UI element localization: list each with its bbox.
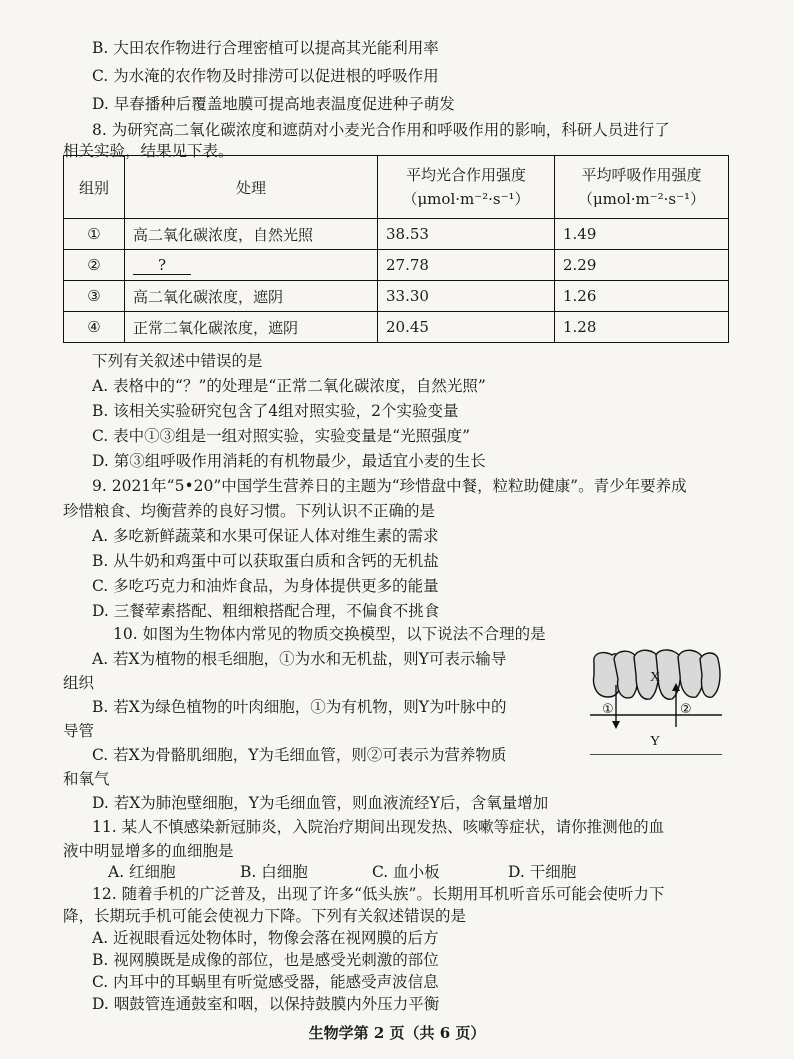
q10-option-a-line2: 组织	[63, 674, 95, 692]
cell-photosynthesis: 20.45	[378, 312, 555, 343]
q12-stem-line2: 降，长期玩手机可能会使视力下降。下列有关叙述错误的是	[63, 907, 467, 925]
q11-option-a: A. 红细胞	[108, 863, 176, 881]
q7-option-c: C. 为水淹的农作物及时排涝可以促进根的呼吸作用	[92, 67, 439, 85]
header-photosynthesis	[378, 156, 555, 219]
q11-stem-line2: 液中明显增多的血细胞是	[63, 842, 234, 860]
q8-option-b: B. 该相关实验研究包含了4组对照实验，2个实验变量	[92, 402, 459, 420]
q7-option-d: D. 早春播种后覆盖地膜可提高地表温度促进种子萌发	[92, 95, 455, 113]
q10-stem: 10. 如图为生物体内常见的物质交换模型，以下说法不合理的是	[113, 625, 546, 643]
header-group: 组别	[64, 156, 125, 219]
diagram-x-label: X	[650, 670, 661, 685]
table-row	[64, 281, 729, 312]
cell-respiration: 2.29	[555, 250, 729, 281]
cell-group: ①	[64, 219, 125, 250]
q9-stem-line1: 9. 2021年“5•20”中国学生营养日的主题为“珍惜盘中餐，粒粒助健康”。青少年要养成	[92, 477, 687, 495]
cell-respiration: 1.26	[555, 281, 729, 312]
header-respiration-title: 平均呼吸作用强度	[581, 166, 702, 184]
q8-stem-line1: 8. 为研究高二氧化碳浓度和遮荫对小麦光合作用和呼吸作用的影响，科研人员进行了	[92, 121, 670, 139]
q9-option-c: C. 多吃巧克力和油炸食品，为身体提供更多的能量	[92, 577, 439, 595]
cell-group: ③	[64, 281, 125, 312]
diagram-y-label: Y	[650, 734, 661, 749]
q12-option-a: A. 近视眼看远处物体时，物像会落在视网膜的后方	[92, 929, 439, 947]
q8-option-a: A. 表格中的“？”的处理是“正常二氧化碳浓度，自然光照”	[92, 377, 486, 395]
cell-treatment: 高二氧化碳浓度，遮阴	[125, 281, 378, 312]
q8-option-d: D. 第③组呼吸作用消耗的有机物最少，最适宜小麦的生长	[92, 452, 486, 470]
q11-option-d: D. 干细胞	[508, 863, 577, 881]
q8-option-c: C. 表中①③组是一组对照实验，实验变量是“光照强度”	[92, 427, 471, 445]
header-photosynthesis-title: 平均光合作用强度	[405, 166, 526, 184]
header-treatment: 处理	[125, 156, 378, 219]
q10-option-c-line1: C. 若X为骨骼肌细胞，Y为毛细血管，则②可表示为营养物质	[92, 746, 507, 764]
q8-results-table	[63, 155, 729, 343]
q7-option-b: B. 大田农作物进行合理密植可以提高其光能利用率	[92, 39, 439, 57]
q11-option-c: C. 血小板	[372, 863, 440, 881]
q10-option-b-line2: 导管	[63, 722, 95, 740]
q12-stem-line1: 12. 随着手机的广泛普及，出现了许多“低头族”。长期用耳机听音乐可能会使听力下	[92, 885, 665, 903]
page-footer: 生物学第 2 页（共 6 页）	[308, 1024, 486, 1042]
q9-option-d: D. 三餐荤素搭配、粗细粮搭配合理，不偏食不挑食	[92, 602, 440, 620]
q10-option-a-line1: A. 若X为植物的根毛细胞，①为水和无机盐，则Y可表示输导	[92, 650, 507, 668]
cell-photosynthesis: 33.30	[378, 281, 555, 312]
q11-stem-line1: 11. 某人不慎感染新冠肺炎，入院治疗期间出现发热、咳嗽等症状，请你推测他的血	[92, 818, 665, 836]
arrowhead-1	[612, 721, 620, 729]
header-respiration	[555, 156, 729, 219]
q12-option-d: D. 咽鼓管连通鼓室和咽，以保持鼓膜内外压力平衡	[92, 995, 440, 1013]
q9-stem-line2: 珍惜粮食、均衡营养的良好习惯。下列认识不正确的是	[63, 502, 436, 520]
cell-group: ②	[64, 250, 125, 281]
q12-option-c: C. 内耳中的耳蜗里有听觉感受器，能感受声波信息	[92, 973, 439, 991]
cell-treatment: 高二氧化碳浓度，自然光照	[125, 219, 378, 250]
header-photosynthesis-unit: （μmol·m⁻²·s⁻¹）	[402, 190, 530, 208]
q12-option-b: B. 视网膜既是成像的部位，也是感受光刺激的部位	[92, 951, 439, 969]
q8-prompt: 下列有关叙述中错误的是	[92, 352, 263, 370]
q10-option-c-line2: 和氧气	[63, 770, 110, 788]
cell-photosynthesis: 27.78	[378, 250, 555, 281]
table-header-row	[64, 156, 729, 219]
cell-treatment: 正常二氧化碳浓度，遮阴	[125, 312, 378, 343]
blank-treatment: ?	[133, 256, 191, 275]
q10-option-d: D. 若X为肺泡壁细胞，Y为毛细血管，则血液流经Y后，含氧量增加	[92, 794, 549, 812]
cell-group: ④	[64, 312, 125, 343]
table-row	[64, 250, 729, 281]
diagram-label-1: ①	[602, 702, 614, 717]
q10-option-b-line1: B. 若X为绿色植物的叶肉细胞，①为有机物，则Y为叶脉中的	[92, 698, 507, 716]
cell-photosynthesis: 38.53	[378, 219, 555, 250]
cell-treatment	[125, 250, 378, 281]
table-row	[64, 219, 729, 250]
q8-stem-line2: 相关实验，结果见下表。	[63, 142, 234, 160]
table-row	[64, 312, 729, 343]
cell-respiration: 1.49	[555, 219, 729, 250]
q9-option-a: A. 多吃新鲜蔬菜和水果可保证人体对维生素的需求	[92, 527, 439, 545]
cell-respiration: 1.28	[555, 312, 729, 343]
exchange-model-diagram	[588, 645, 728, 755]
diagram-label-2: ②	[680, 702, 692, 717]
q9-option-b: B. 从牛奶和鸡蛋中可以获取蛋白质和含钙的无机盐	[92, 552, 439, 570]
q11-option-b: B. 白细胞	[240, 863, 308, 881]
header-respiration-unit: （μmol·m⁻²·s⁻¹）	[577, 190, 706, 208]
